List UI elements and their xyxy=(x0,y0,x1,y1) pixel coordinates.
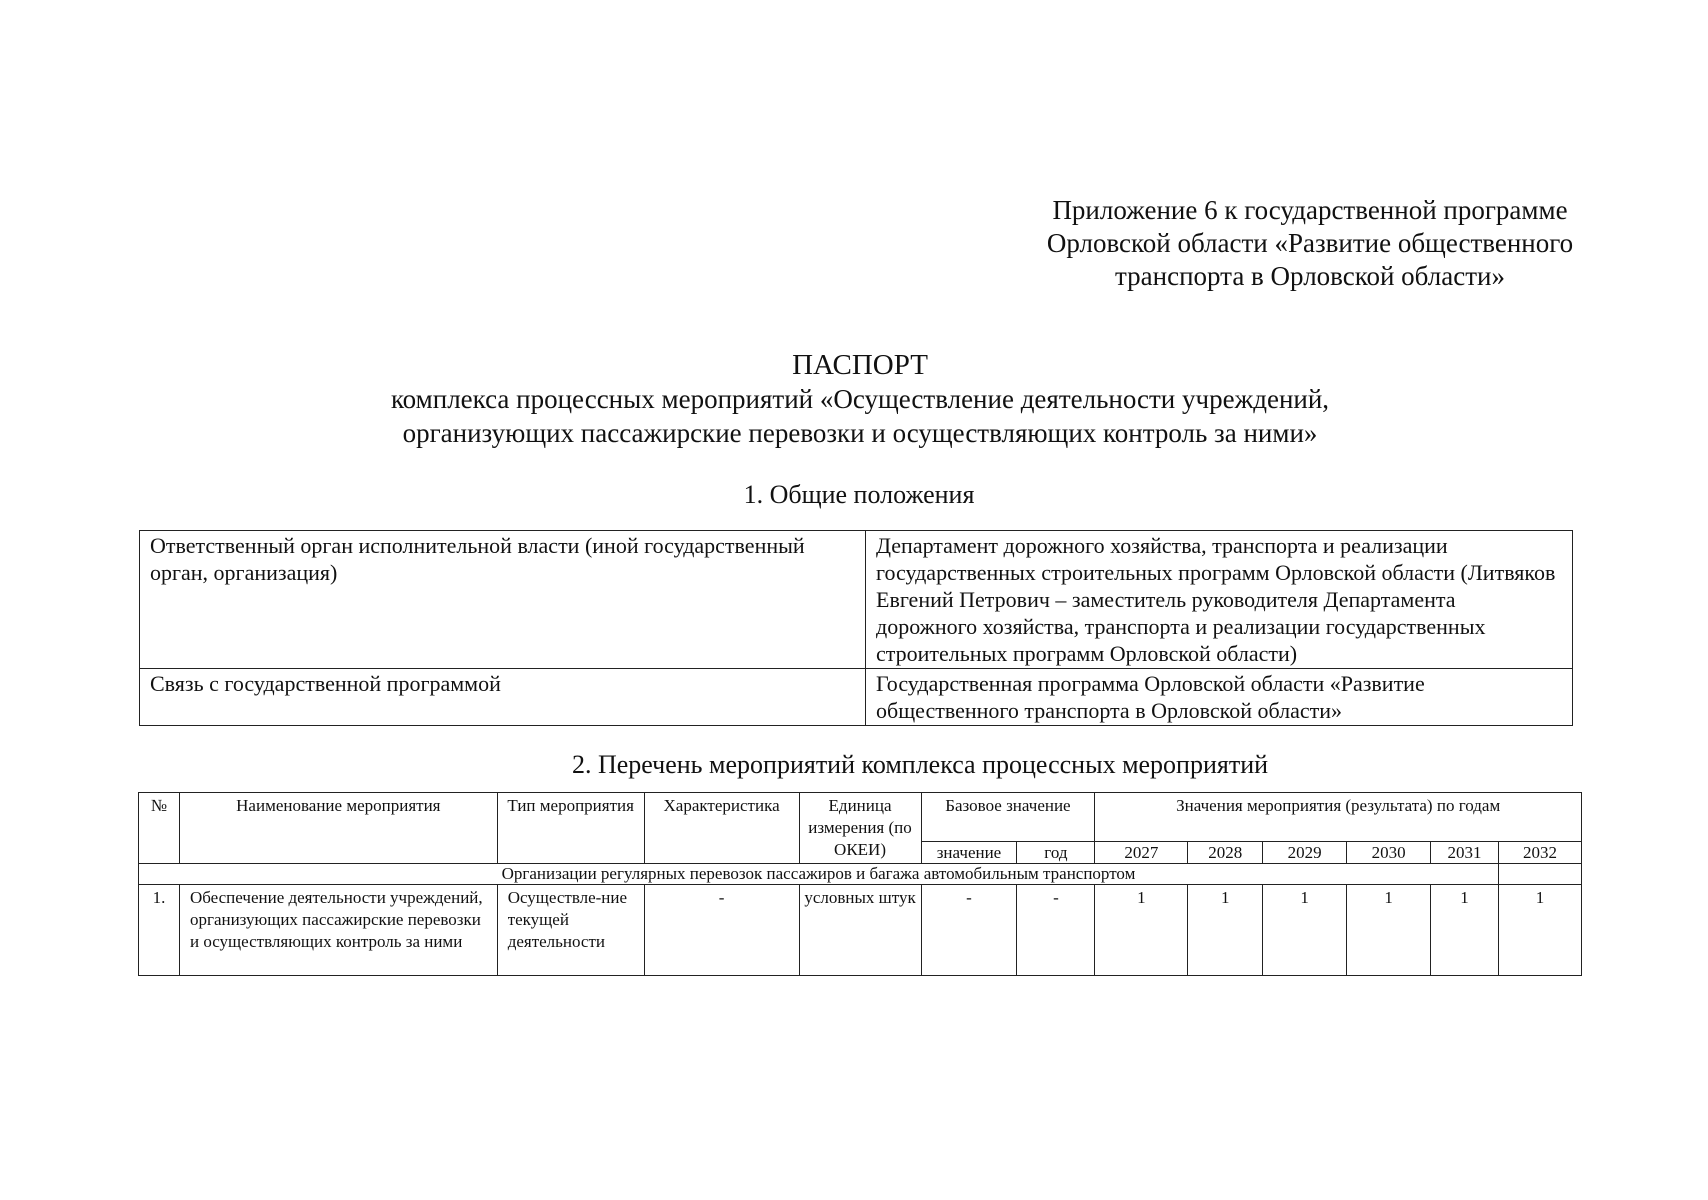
group-title: Организации регулярных перевозок пассажиров и багажа автомобильным транспортом xyxy=(139,864,1499,885)
document-subtitle-line-1: комплекса процессных мероприятий «Осуществление деятельности учреждений, xyxy=(390,384,1330,414)
appendix-line-2: Орловской области «Развитие общественного xyxy=(1046,228,1574,258)
general-provisions-table xyxy=(139,530,1573,726)
row-value-2028: 1 xyxy=(1188,885,1263,976)
row-value-2027: 1 xyxy=(1095,885,1188,976)
section-2-heading: 2. Перечень мероприятий комплекса процессных мероприятий xyxy=(571,750,1269,779)
table-row xyxy=(140,531,1573,669)
section-1-heading: 1. Общие положения xyxy=(743,480,975,509)
header-base-year: год xyxy=(1017,842,1095,864)
measures-table xyxy=(138,792,1582,976)
header-year-2028: 2028 xyxy=(1188,842,1263,864)
row-value-2029: 1 xyxy=(1263,885,1347,976)
header-year-2027: 2027 xyxy=(1095,842,1188,864)
row-unit: условных штук xyxy=(799,885,921,976)
document-title: ПАСПОРТ xyxy=(792,349,928,381)
responsible-body-label: Ответственный орган исполнительной власти (иной государственный орган, организация) xyxy=(140,531,866,669)
group-empty-cell xyxy=(1499,864,1582,885)
table-row xyxy=(140,669,1573,726)
row-type: Осуществле-ние текущей деятельности xyxy=(497,885,644,976)
row-base-value: - xyxy=(921,885,1017,976)
appendix-note xyxy=(1000,194,1620,293)
header-num: № xyxy=(139,793,180,864)
document-subtitle-line-2: организующих пассажирские перевозки и осуществляющих контроль за ними» xyxy=(402,418,1318,448)
table-header-row xyxy=(139,793,1582,842)
program-link-label: Связь с государственной программой xyxy=(140,669,866,726)
appendix-line-1: Приложение 6 к государственной программе xyxy=(1052,195,1568,225)
header-base-value: значение xyxy=(921,842,1017,864)
header-unit: Единица измерения (по ОКЕИ) xyxy=(799,793,921,864)
header-year-2030: 2030 xyxy=(1347,842,1431,864)
document-title-block xyxy=(300,348,1420,450)
header-year-2032: 2032 xyxy=(1499,842,1582,864)
row-num: 1. xyxy=(139,885,180,976)
row-name: Обеспечение деятельности учреждений, организующих пассажирские перевозки и осуществляющих контроль за ними xyxy=(179,885,497,976)
row-base-year: - xyxy=(1017,885,1095,976)
header-year-2031: 2031 xyxy=(1431,842,1499,864)
table-group-row xyxy=(139,864,1582,885)
header-values-by-year: Значения мероприятия (результата) по годам xyxy=(1095,793,1582,842)
header-characteristic: Характеристика xyxy=(644,793,799,864)
row-value-2030: 1 xyxy=(1347,885,1431,976)
program-link-value: Государственная программа Орловской области «Развитие общественного транспорта в Орловской области» xyxy=(866,669,1573,726)
appendix-line-3: транспорта в Орловской области» xyxy=(1115,261,1505,291)
row-value-2032: 1 xyxy=(1499,885,1582,976)
row-value-2031: 1 xyxy=(1431,885,1499,976)
header-base: Базовое значение xyxy=(921,793,1095,842)
row-characteristic: - xyxy=(644,885,799,976)
header-type: Тип мероприятия xyxy=(497,793,644,864)
header-year-2029: 2029 xyxy=(1263,842,1347,864)
header-name: Наименование мероприятия xyxy=(179,793,497,864)
table-row xyxy=(139,885,1582,976)
responsible-body-value: Департамент дорожного хозяйства, транспорта и реализации государственных строительных программ Орловской области (Литвяков Евгений Петрович – заместитель руководителя Департамента дорожного хозяйства, транспорта и реализации государственных строительных программ Орловской области) xyxy=(866,531,1573,669)
